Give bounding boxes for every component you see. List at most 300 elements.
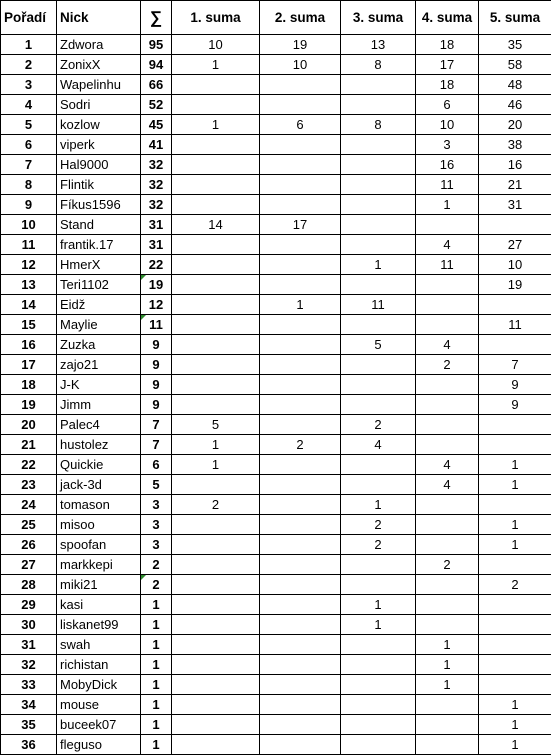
cell-total: 5: [141, 475, 172, 495]
cell-nick: Palec4: [57, 415, 141, 435]
cell-sum-2: [260, 175, 341, 195]
cell-sum-2: [260, 535, 341, 555]
cell-sum-2: [260, 655, 341, 675]
cell-sum-4: 1: [416, 635, 479, 655]
cell-sum-1: [172, 335, 260, 355]
cell-sum-4: [416, 295, 479, 315]
cell-rank: 10: [1, 215, 57, 235]
cell-total-value: 2: [152, 577, 160, 592]
cell-sum-3: [341, 175, 416, 195]
table-row: [1, 395, 551, 415]
table-row: [1, 275, 551, 295]
cell-rank: 11: [1, 235, 57, 255]
cell-sum-4: 2: [416, 355, 479, 375]
cell-sum-2: [260, 155, 341, 175]
cell-sum-3: 1: [341, 495, 416, 515]
cell-nick: markkepi: [57, 555, 141, 575]
table-row: [1, 335, 551, 355]
cell-nick: kasi: [57, 595, 141, 615]
cell-rank: 1: [1, 35, 57, 55]
table-row: [1, 495, 551, 515]
cell-sum-3: 8: [341, 55, 416, 75]
cell-sum-1: [172, 555, 260, 575]
cell-total: 41: [141, 135, 172, 155]
cell-sum-2: [260, 555, 341, 575]
cell-nick: Flintik: [57, 175, 141, 195]
cell-total: [141, 315, 172, 335]
cell-rank: 21: [1, 435, 57, 455]
table-row: [1, 355, 551, 375]
cell-sum-5: 1: [479, 515, 551, 535]
cell-sum-1: [172, 375, 260, 395]
cell-sum-5: 10: [479, 255, 551, 275]
header-rank: Pořadí: [1, 1, 57, 35]
table-row: [1, 195, 551, 215]
cell-total: 9: [141, 335, 172, 355]
cell-sum-2: [260, 675, 341, 695]
cell-sum-1: 1: [172, 55, 260, 75]
cell-rank: 34: [1, 695, 57, 715]
table-row: [1, 555, 551, 575]
cell-sum-1: [172, 535, 260, 555]
table-row: [1, 155, 551, 175]
cell-nick: mouse: [57, 695, 141, 715]
cell-nick: Teri1102: [57, 275, 141, 295]
cell-sum-2: [260, 595, 341, 615]
table-row: [1, 135, 551, 155]
cell-total: 32: [141, 195, 172, 215]
cell-total: 22: [141, 255, 172, 275]
cell-sum-5: [479, 555, 551, 575]
cell-sum-3: [341, 655, 416, 675]
cell-sum-2: [260, 515, 341, 535]
cell-sum-3: [341, 455, 416, 475]
cell-sum-1: [172, 275, 260, 295]
cell-sum-4: [416, 515, 479, 535]
cell-sum-2: [260, 75, 341, 95]
cell-rank: 27: [1, 555, 57, 575]
table-row: [1, 695, 551, 715]
cell-nick: Jimm: [57, 395, 141, 415]
header-sum-1: 1. suma: [172, 1, 260, 35]
cell-sum-3: 1: [341, 595, 416, 615]
cell-sum-2: [260, 335, 341, 355]
cell-sum-4: 11: [416, 255, 479, 275]
cell-total: 1: [141, 655, 172, 675]
header-total: ∑: [141, 1, 172, 35]
cell-nick: Hal9000: [57, 155, 141, 175]
cell-sum-5: [479, 675, 551, 695]
cell-sum-1: [172, 175, 260, 195]
cell-sum-4: 3: [416, 135, 479, 155]
cell-sum-2: [260, 275, 341, 295]
cell-rank: 4: [1, 95, 57, 115]
cell-total: 1: [141, 635, 172, 655]
cell-rank: 9: [1, 195, 57, 215]
cell-sum-5: [479, 415, 551, 435]
table-row: [1, 255, 551, 275]
cell-sum-2: [260, 235, 341, 255]
cell-sum-5: [479, 495, 551, 515]
cell-total: 94: [141, 55, 172, 75]
cell-total: 45: [141, 115, 172, 135]
cell-nick: HmerX: [57, 255, 141, 275]
cell-sum-2: [260, 635, 341, 655]
cell-sum-3: [341, 195, 416, 215]
cell-sum-4: [416, 375, 479, 395]
table-row: [1, 95, 551, 115]
cell-sum-5: 21: [479, 175, 551, 195]
table-body: [1, 35, 551, 755]
cell-nick: Zdwora: [57, 35, 141, 55]
cell-sum-2: 17: [260, 215, 341, 235]
cell-sum-5: 31: [479, 195, 551, 215]
cell-sum-4: [416, 535, 479, 555]
cell-sum-1: [172, 355, 260, 375]
cell-sum-4: 4: [416, 235, 479, 255]
cell-sum-4: [416, 415, 479, 435]
cell-nick: swah: [57, 635, 141, 655]
cell-nick: jack-3d: [57, 475, 141, 495]
cell-total-value: 19: [148, 277, 164, 292]
cell-sum-5: 35: [479, 35, 551, 55]
cell-sum-1: [172, 695, 260, 715]
cell-sum-2: [260, 715, 341, 735]
cell-sum-4: 1: [416, 675, 479, 695]
cell-rank: 26: [1, 535, 57, 555]
cell-sum-1: [172, 715, 260, 735]
cell-sum-5: 7: [479, 355, 551, 375]
comment-marker-icon: [141, 275, 146, 280]
cell-sum-3: [341, 135, 416, 155]
table-row: [1, 435, 551, 455]
cell-total: [141, 575, 172, 595]
cell-sum-4: 4: [416, 455, 479, 475]
cell-rank: 24: [1, 495, 57, 515]
cell-sum-3: 13: [341, 35, 416, 55]
cell-sum-2: [260, 495, 341, 515]
table-row: [1, 115, 551, 135]
cell-total: 32: [141, 175, 172, 195]
header-sum-5: 5. suma: [479, 1, 551, 35]
cell-sum-3: [341, 355, 416, 375]
cell-total: 1: [141, 715, 172, 735]
cell-sum-2: [260, 135, 341, 155]
table-row: [1, 535, 551, 555]
cell-sum-4: 2: [416, 555, 479, 575]
cell-total: 1: [141, 595, 172, 615]
cell-sum-1: [172, 655, 260, 675]
cell-rank: 17: [1, 355, 57, 375]
cell-rank: 13: [1, 275, 57, 295]
table-row: [1, 515, 551, 535]
cell-total: 3: [141, 535, 172, 555]
cell-sum-1: [172, 675, 260, 695]
cell-sum-1: [172, 515, 260, 535]
cell-sum-1: 1: [172, 435, 260, 455]
cell-sum-2: [260, 95, 341, 115]
cell-rank: 2: [1, 55, 57, 75]
cell-sum-5: [479, 615, 551, 635]
cell-sum-1: [172, 315, 260, 335]
table-row: [1, 415, 551, 435]
cell-sum-2: 6: [260, 115, 341, 135]
cell-rank: 19: [1, 395, 57, 415]
cell-sum-3: [341, 275, 416, 295]
cell-sum-3: [341, 715, 416, 735]
cell-total: 9: [141, 395, 172, 415]
cell-nick: richistan: [57, 655, 141, 675]
cell-nick: Stand: [57, 215, 141, 235]
cell-nick: Wapelinhu: [57, 75, 141, 95]
cell-nick: Zuzka: [57, 335, 141, 355]
cell-sum-1: [172, 155, 260, 175]
cell-sum-1: 1: [172, 455, 260, 475]
cell-total: 1: [141, 695, 172, 715]
cell-nick: liskanet99: [57, 615, 141, 635]
cell-sum-5: 19: [479, 275, 551, 295]
cell-rank: 16: [1, 335, 57, 355]
cell-sum-4: 1: [416, 655, 479, 675]
cell-sum-2: 1: [260, 295, 341, 315]
cell-total: 31: [141, 215, 172, 235]
cell-rank: 23: [1, 475, 57, 495]
cell-sum-5: [479, 335, 551, 355]
cell-sum-4: 6: [416, 95, 479, 115]
cell-sum-1: [172, 75, 260, 95]
cell-total: 1: [141, 675, 172, 695]
cell-sum-4: 11: [416, 175, 479, 195]
cell-sum-1: 14: [172, 215, 260, 235]
cell-sum-2: [260, 615, 341, 635]
header-sum-4: 4. suma: [416, 1, 479, 35]
cell-sum-4: 18: [416, 35, 479, 55]
cell-sum-2: [260, 375, 341, 395]
cell-sum-4: 4: [416, 335, 479, 355]
cell-sum-1: [172, 195, 260, 215]
cell-sum-3: 5: [341, 335, 416, 355]
cell-sum-2: [260, 695, 341, 715]
cell-sum-3: [341, 315, 416, 335]
header-row: [1, 1, 551, 35]
cell-sum-4: 4: [416, 475, 479, 495]
cell-sum-3: 2: [341, 415, 416, 435]
cell-sum-5: 27: [479, 235, 551, 255]
comment-marker-icon: [141, 315, 146, 320]
cell-sum-4: [416, 215, 479, 235]
cell-sum-5: [479, 435, 551, 455]
table-row: [1, 175, 551, 195]
cell-sum-2: [260, 255, 341, 275]
cell-sum-2: [260, 195, 341, 215]
cell-sum-4: 18: [416, 75, 479, 95]
cell-sum-3: [341, 735, 416, 755]
table-row: [1, 635, 551, 655]
cell-sum-1: [172, 95, 260, 115]
cell-rank: 33: [1, 675, 57, 695]
cell-rank: 6: [1, 135, 57, 155]
cell-sum-1: 2: [172, 495, 260, 515]
cell-nick: Sodri: [57, 95, 141, 115]
cell-nick: Eidž: [57, 295, 141, 315]
cell-sum-3: [341, 75, 416, 95]
cell-rank: 28: [1, 575, 57, 595]
cell-nick: tomason: [57, 495, 141, 515]
table-row: [1, 375, 551, 395]
cell-sum-3: 4: [341, 435, 416, 455]
cell-sum-1: [172, 395, 260, 415]
cell-sum-2: 19: [260, 35, 341, 55]
cell-sum-5: 46: [479, 95, 551, 115]
cell-total: 7: [141, 435, 172, 455]
cell-rank: 18: [1, 375, 57, 395]
cell-sum-3: [341, 695, 416, 715]
cell-sum-2: [260, 455, 341, 475]
cell-sum-3: 2: [341, 515, 416, 535]
cell-sum-4: 17: [416, 55, 479, 75]
cell-total: 9: [141, 375, 172, 395]
cell-nick: frantik.17: [57, 235, 141, 255]
cell-sum-4: [416, 575, 479, 595]
cell-sum-3: [341, 95, 416, 115]
table-row: [1, 35, 551, 55]
cell-sum-5: [479, 215, 551, 235]
cell-sum-1: [172, 135, 260, 155]
cell-sum-4: [416, 395, 479, 415]
cell-sum-4: [416, 495, 479, 515]
cell-sum-1: 10: [172, 35, 260, 55]
cell-sum-1: [172, 235, 260, 255]
cell-sum-2: 10: [260, 55, 341, 75]
cell-rank: 32: [1, 655, 57, 675]
cell-sum-2: 2: [260, 435, 341, 455]
cell-total: 3: [141, 515, 172, 535]
cell-sum-4: 10: [416, 115, 479, 135]
cell-sum-2: [260, 415, 341, 435]
cell-nick: kozlow: [57, 115, 141, 135]
cell-nick: Quickie: [57, 455, 141, 475]
cell-sum-1: [172, 475, 260, 495]
cell-rank: 25: [1, 515, 57, 535]
cell-nick: spoofan: [57, 535, 141, 555]
cell-total: 2: [141, 555, 172, 575]
cell-sum-5: [479, 595, 551, 615]
cell-nick: hustolez: [57, 435, 141, 455]
cell-sum-3: [341, 635, 416, 655]
cell-sum-5: 1: [479, 535, 551, 555]
cell-sum-1: [172, 635, 260, 655]
cell-sum-3: 1: [341, 255, 416, 275]
cell-sum-5: 16: [479, 155, 551, 175]
cell-rank: 8: [1, 175, 57, 195]
cell-nick: fleguso: [57, 735, 141, 755]
cell-rank: 7: [1, 155, 57, 175]
table-row: [1, 655, 551, 675]
table-row: [1, 715, 551, 735]
cell-total-value: 11: [149, 317, 163, 332]
cell-sum-3: 2: [341, 535, 416, 555]
cell-sum-5: 2: [479, 575, 551, 595]
table-row: [1, 55, 551, 75]
cell-nick: MobyDick: [57, 675, 141, 695]
comment-marker-icon: [141, 575, 146, 580]
cell-nick: buceek07: [57, 715, 141, 735]
cell-sum-4: [416, 435, 479, 455]
cell-sum-3: [341, 235, 416, 255]
cell-sum-1: [172, 595, 260, 615]
cell-sum-4: [416, 275, 479, 295]
cell-nick: ZonixX: [57, 55, 141, 75]
cell-rank: 12: [1, 255, 57, 275]
cell-sum-1: 1: [172, 115, 260, 135]
cell-sum-3: 8: [341, 115, 416, 135]
cell-sum-5: [479, 635, 551, 655]
cell-total: 1: [141, 735, 172, 755]
cell-sum-5: 9: [479, 395, 551, 415]
cell-total: [141, 275, 172, 295]
cell-sum-4: [416, 715, 479, 735]
table-row: [1, 615, 551, 635]
table-row: [1, 675, 551, 695]
table-header: [1, 1, 551, 35]
cell-sum-2: [260, 355, 341, 375]
cell-sum-3: [341, 215, 416, 235]
cell-total: 95: [141, 35, 172, 55]
cell-sum-3: [341, 155, 416, 175]
cell-sum-5: 1: [479, 475, 551, 495]
cell-sum-4: [416, 735, 479, 755]
cell-sum-2: [260, 575, 341, 595]
cell-rank: 5: [1, 115, 57, 135]
cell-total: 12: [141, 295, 172, 315]
cell-sum-5: 48: [479, 75, 551, 95]
table-row: [1, 575, 551, 595]
cell-rank: 15: [1, 315, 57, 335]
header-nick: Nick: [57, 1, 141, 35]
cell-sum-5: 1: [479, 695, 551, 715]
cell-rank: 36: [1, 735, 57, 755]
cell-rank: 30: [1, 615, 57, 635]
cell-total: 32: [141, 155, 172, 175]
cell-sum-1: [172, 575, 260, 595]
cell-sum-1: 5: [172, 415, 260, 435]
table-row: [1, 735, 551, 755]
cell-sum-5: 58: [479, 55, 551, 75]
cell-sum-4: [416, 615, 479, 635]
cell-sum-5: 11: [479, 315, 551, 335]
cell-nick: zajo21: [57, 355, 141, 375]
cell-rank: 31: [1, 635, 57, 655]
cell-sum-3: [341, 575, 416, 595]
header-sum-3: 3. suma: [341, 1, 416, 35]
cell-sum-4: [416, 315, 479, 335]
cell-sum-3: [341, 675, 416, 695]
cell-sum-3: [341, 375, 416, 395]
cell-sum-5: 1: [479, 455, 551, 475]
cell-sum-5: [479, 295, 551, 315]
cell-total: 52: [141, 95, 172, 115]
cell-sum-4: [416, 595, 479, 615]
cell-sum-3: [341, 475, 416, 495]
cell-nick: viperk: [57, 135, 141, 155]
cell-sum-4: 1: [416, 195, 479, 215]
table-row: [1, 475, 551, 495]
cell-total: 9: [141, 355, 172, 375]
cell-rank: 35: [1, 715, 57, 735]
cell-total: 66: [141, 75, 172, 95]
cell-sum-2: [260, 315, 341, 335]
cell-sum-2: [260, 735, 341, 755]
